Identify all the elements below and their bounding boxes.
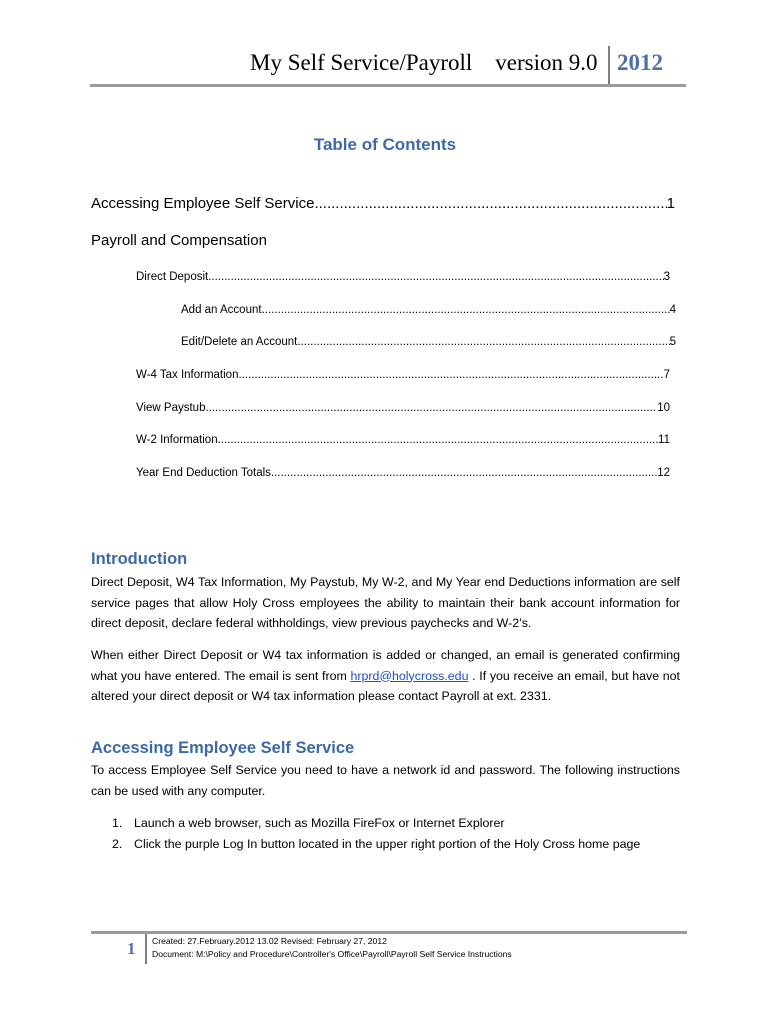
toc-leader-dots [297, 336, 669, 348]
document-title: My Self Service/Payroll version 9.0 [250, 50, 598, 75]
toc-entry-page: 4 [669, 304, 676, 316]
header-year: 2012 [617, 50, 663, 75]
toc-entry-page: 3 [663, 271, 670, 283]
toc-entry-label: W-4 Tax Information [136, 369, 239, 381]
header-divider [608, 46, 610, 84]
toc-entry-edit-delete-account[interactable] [181, 336, 676, 348]
access-steps-list [91, 813, 691, 854]
payroll-email-link[interactable]: hrprd@holycross.edu [350, 668, 469, 683]
access-heading: Accessing Employee Self Service [91, 739, 355, 757]
footer-rule [91, 931, 687, 934]
toc-entry-w4[interactable] [136, 369, 670, 381]
header-rule [90, 84, 686, 87]
toc-entry-page: 7 [663, 369, 670, 381]
intro-heading: Introduction [91, 550, 188, 568]
list-item-number: 1. [112, 816, 123, 830]
toc-entry-label: Accessing Employee Self Service [91, 195, 315, 212]
toc-entry-label: Year End Deduction Totals [136, 467, 271, 479]
toc-entry-label: View Paystub [136, 402, 206, 414]
toc-entry-w2[interactable] [136, 434, 670, 446]
intro-paragraph-1: Direct Deposit, W4 Tax Information, My Paystub, My W-2, and My Year end Deductions information are self service pages that allow Holy Cross employees the ability to maintain their bank account information for direct deposit, declare federal withholdings, view previous paychecks and W-2’s. [91, 575, 680, 630]
intro-paragraph-2-end: . If you receive an email, but have not altered your direct deposit or W4 tax information please contact Payroll at ext. 2331. [91, 668, 680, 703]
list-item [91, 813, 691, 834]
toc-entry-page: 11 [658, 434, 670, 446]
intro-paragraph-2 [91, 645, 680, 707]
list-item-number: 2. [112, 836, 123, 851]
toc-entry-page: 5 [669, 336, 676, 348]
list-item-text: Launch a web browser, such as Mozilla FireFox or Internet Explorer [134, 816, 505, 830]
toc-leader-dots [262, 304, 670, 316]
footer-page-number: 1 [127, 939, 136, 958]
toc-entry-label: Direct Deposit [136, 271, 209, 283]
toc-leader-dots [314, 195, 666, 212]
toc-section-payroll: Payroll and Compensation [91, 232, 267, 249]
toc-entry-label: Edit/Delete an Account [181, 336, 298, 348]
intro-paragraph-2-start: When either Direct Deposit or W4 tax information is added or changed, an email is generated confirming what you have entered. The email is sent from [91, 648, 680, 683]
toc-leader-dots [238, 369, 663, 381]
footer-created: Created: 27.February.2012 13.02 Revised: February 27, 2012 [152, 936, 387, 946]
toc-leader-dots [208, 271, 663, 283]
toc-entry-page: 1 [666, 195, 675, 212]
footer-divider [145, 934, 147, 964]
access-paragraph: To access Employee Self Service you need to have a network id and password. The following instructions can be used with any computer. [91, 763, 680, 798]
toc-entry-accessing[interactable] [91, 195, 675, 212]
list-item-text: Click the purple Log In button located in the upper right portion of the Holy Cross home page [134, 836, 641, 851]
toc-entry-page: 10 [657, 402, 670, 414]
toc-entry-year-end[interactable] [136, 467, 670, 479]
toc-entry-page: 12 [657, 467, 670, 479]
toc-entry-view-paystub[interactable] [136, 402, 670, 414]
toc-heading: Table of Contents [313, 135, 457, 154]
toc-leader-dots [218, 434, 658, 446]
toc-entry-add-account[interactable] [181, 304, 676, 316]
list-item [91, 834, 691, 855]
toc-entry-label: Add an Account [181, 304, 262, 316]
toc-leader-dots [205, 402, 657, 414]
toc-entry-label: W-2 Information [136, 434, 218, 446]
toc-entry-direct-deposit[interactable] [136, 271, 670, 283]
footer-document-path: Document: M:\Policy and Procedure\Controller's Office\Payroll\Payroll Self Service Instructions [152, 949, 512, 959]
toc-leader-dots [271, 467, 657, 479]
